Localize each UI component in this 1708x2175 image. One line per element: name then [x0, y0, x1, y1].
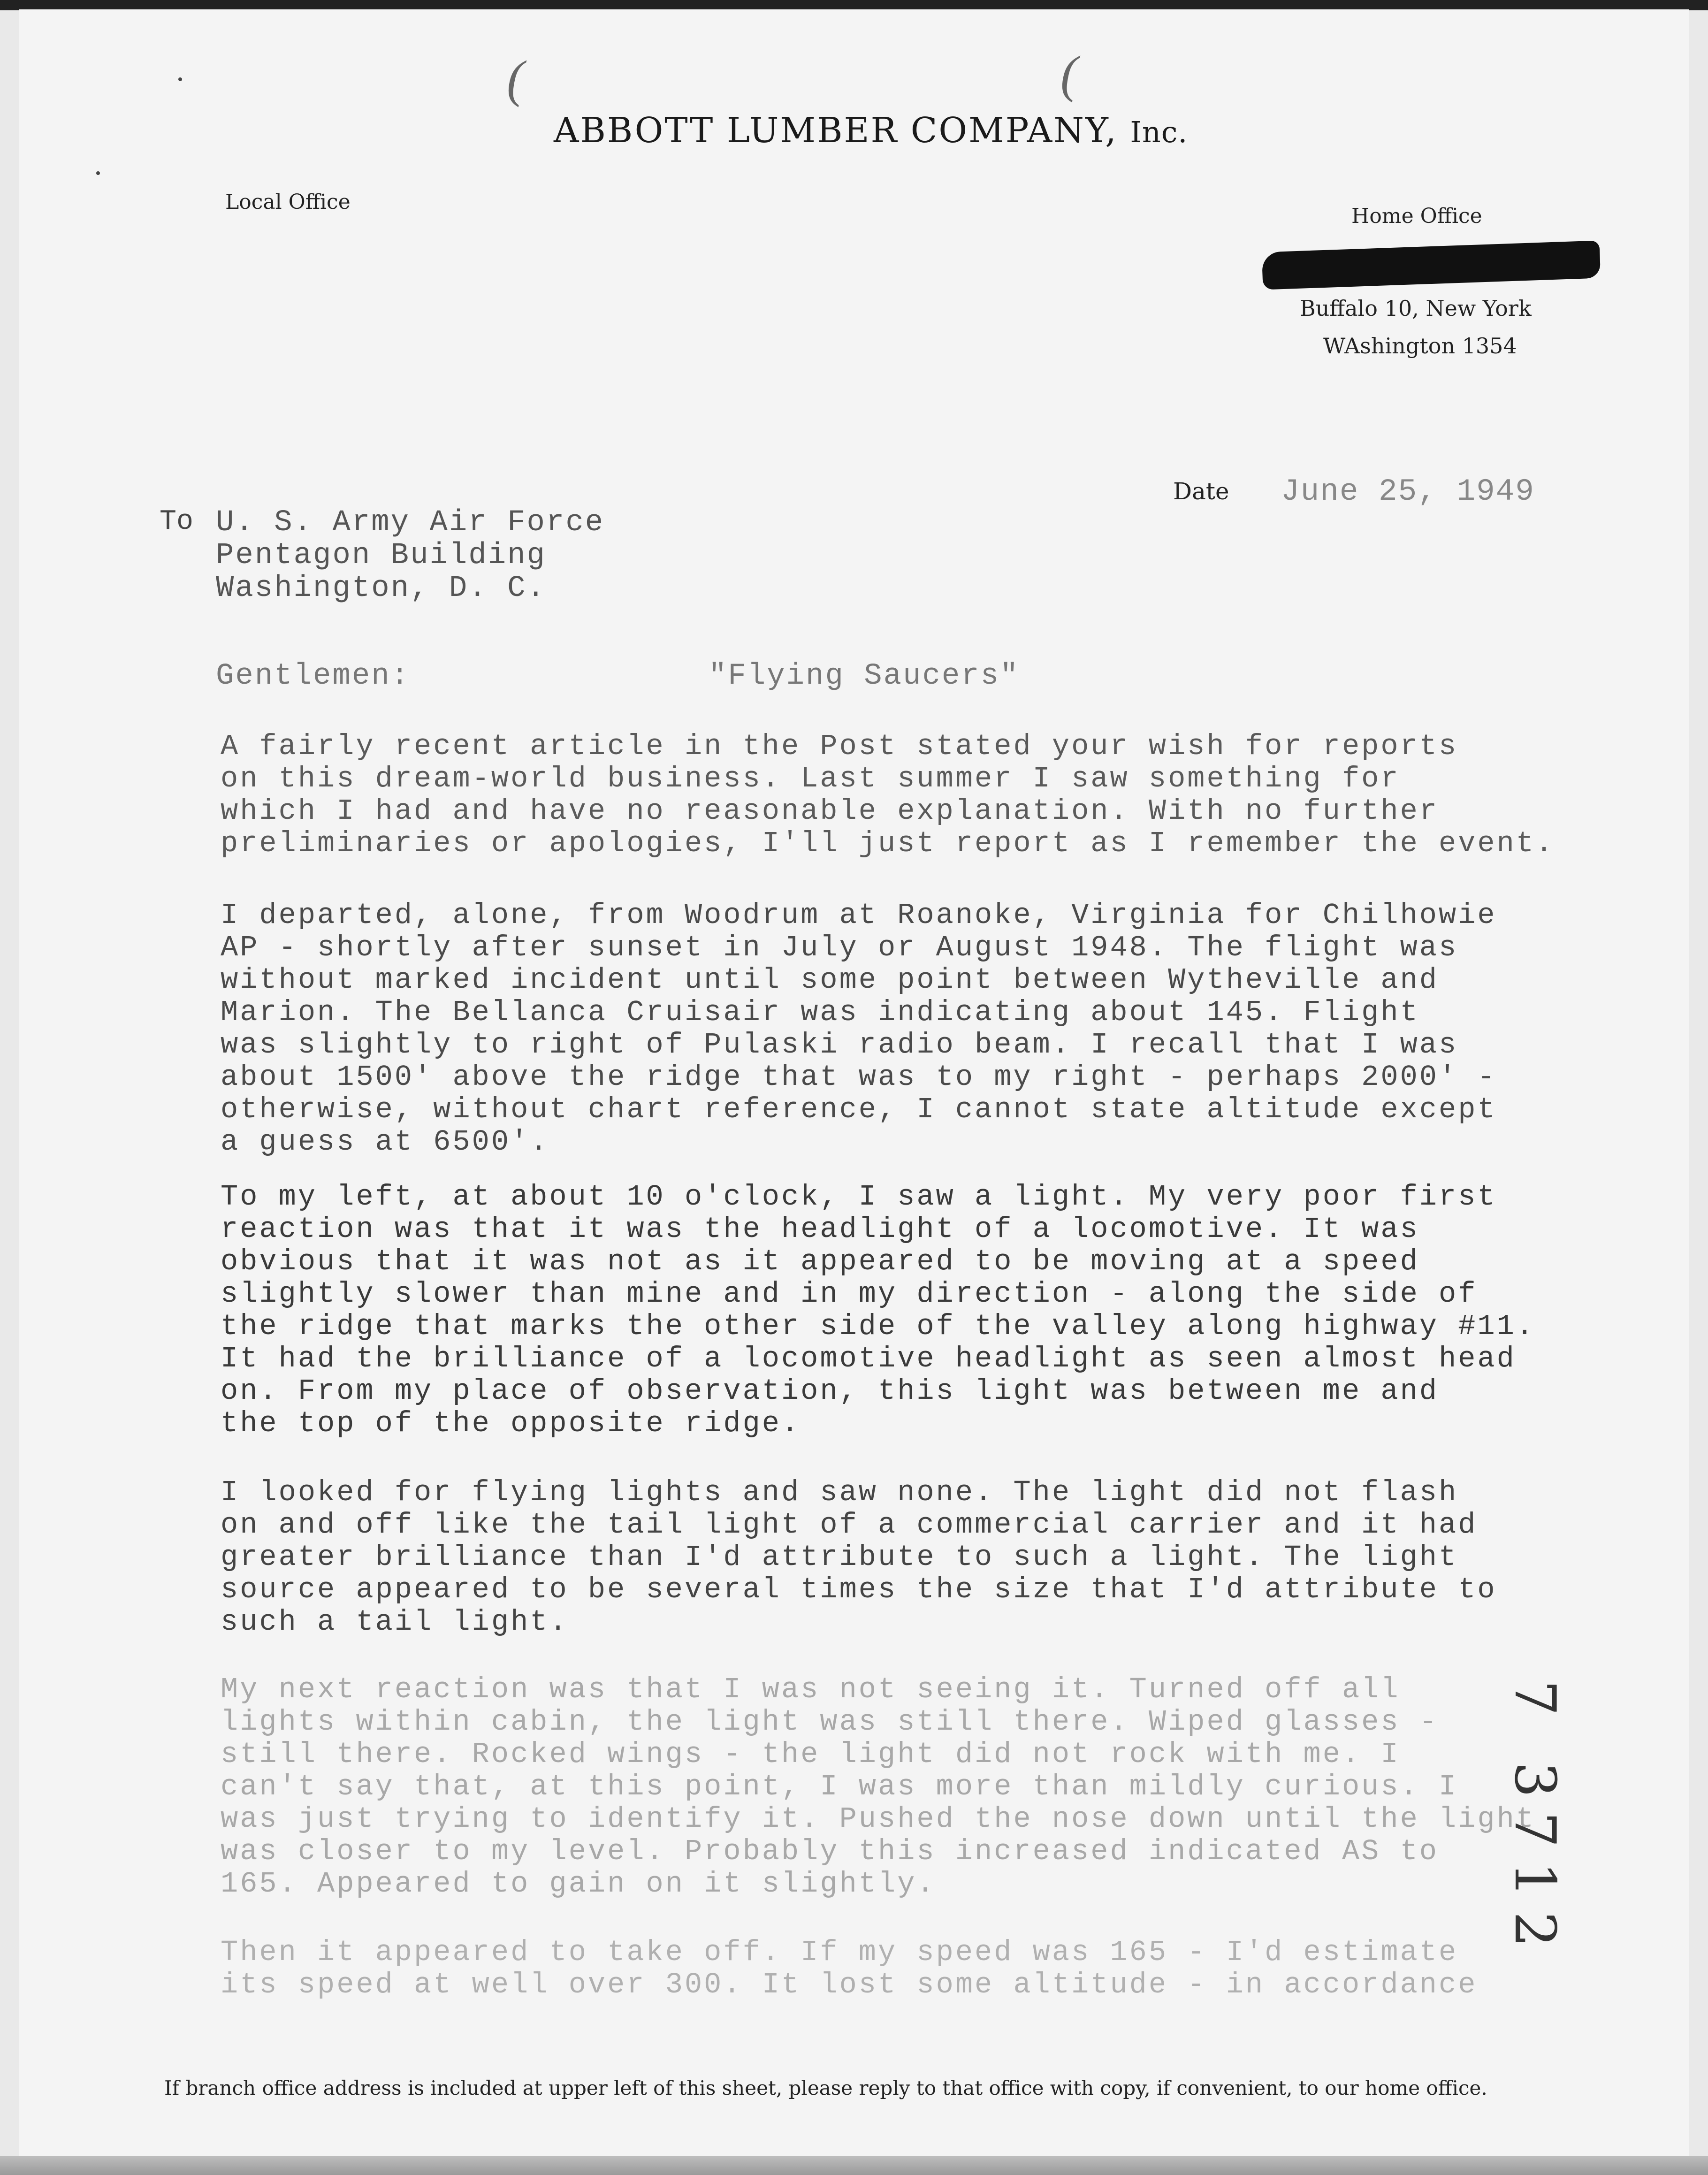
speck	[178, 77, 182, 81]
body-line: Then it appeared to take off. If my speed was 165 - I'd estimate	[221, 1936, 1458, 1969]
company-title: ABBOTT LUMBER COMPANY,	[554, 110, 1118, 151]
body-line: lights within cabin, the light was still there. Wiped glasses -	[221, 1705, 1439, 1739]
company-name	[554, 110, 1188, 151]
body-line: I looked for flying lights and saw none. The light did not flash	[221, 1476, 1458, 1509]
footer-note: If branch office address is included at upper left of this sheet, please reply to that office with copy, if convenient, to our home office.	[164, 2076, 1487, 2099]
body-line: on and off like the tail light of a commercial carrier and it had	[221, 1508, 1478, 1542]
date-value: June 25, 1949	[1281, 474, 1535, 509]
to-label: To	[160, 506, 194, 538]
margin-handwritten-note: 7 3712	[1502, 1680, 1567, 1961]
company-suffix: Inc.	[1130, 115, 1188, 149]
body-line: such a tail light.	[221, 1605, 569, 1639]
body-line: can't say that, at this point, I was more than mildly curious. I	[221, 1770, 1458, 1803]
body-line: a guess at 6500'.	[221, 1125, 549, 1159]
local-office-label: Local Office	[225, 190, 351, 214]
body-line: preliminaries or apologies, I'll just report as I remember the event.	[221, 827, 1555, 860]
body-line: AP - shortly after sunset in July or August 1948. The flight was	[221, 931, 1458, 964]
body-line: 165. Appeared to gain on it slightly.	[221, 1867, 936, 1900]
redacted-address	[1262, 240, 1601, 290]
letter-page	[19, 9, 1689, 2166]
body-line: source appeared to be several times the size that I'd attribute to	[221, 1573, 1497, 1606]
body-line: A fairly recent article in the Post stated your wish for reports	[221, 730, 1458, 763]
body-line: obvious that it was not as it appeared to be moving at a speed	[221, 1245, 1419, 1278]
body-line: otherwise, without chart reference, I cannot state altitude except	[221, 1093, 1497, 1126]
body-line: My next reaction was that I was not seeing it. Turned off all	[221, 1673, 1400, 1706]
body-line: was slightly to right of Pulaski radio beam. I recall that I was	[221, 1028, 1458, 1061]
body-line: It had the brilliance of a locomotive headlight as seen almost head	[221, 1342, 1516, 1375]
scan-border-top	[0, 0, 1708, 10]
stray-mark: (	[1060, 46, 1078, 103]
body-line: on. From my place of observation, this light was between me and	[221, 1374, 1439, 1408]
body-line: its speed at well over 300. It lost some altitude - in accordance	[221, 1968, 1478, 2001]
body-line: still there. Rocked wings - the light did not rock with me. I	[221, 1738, 1400, 1771]
home-office-label: Home Office	[1351, 204, 1482, 228]
stray-mark: (	[507, 50, 524, 107]
date-label: Date	[1173, 478, 1229, 505]
body-line: without marked incident until some point between Wytheville and	[221, 963, 1439, 997]
body-line: greater brilliance than I'd attribute to such a light. The light	[221, 1541, 1458, 1574]
body-line: reaction was that it was the headlight of a locomotive. It was	[221, 1213, 1419, 1246]
body-line: the ridge that marks the other side of the valley along highway #11.	[221, 1310, 1536, 1343]
body-line: Marion. The Bellanca Cruisair was indicating about 145. Flight	[221, 996, 1419, 1029]
body-line: which I had and have no reasonable explanation. With no further	[221, 794, 1439, 828]
speck	[96, 171, 100, 175]
subject-line: "Flying Saucers"	[709, 659, 1020, 693]
salutation: Gentlemen:	[216, 659, 411, 693]
body-line: was closer to my level. Probably this increased indicated AS to	[221, 1835, 1439, 1868]
body-line: about 1500' above the ridge that was to my right - perhaps 2000' -	[221, 1061, 1497, 1094]
scan-border-bottom	[0, 2156, 1708, 2175]
body-line: I departed, alone, from Woodrum at Roanoke, Virginia for Chilhowie	[221, 899, 1497, 932]
home-office-phone: WAshington 1354	[1323, 333, 1517, 359]
body-line: on this dream-world business. Last summer I saw something for	[221, 762, 1400, 795]
recipient-line: U. S. Army Air Force	[216, 506, 605, 540]
body-line: slightly slower than mine and in my direction - along the side of	[221, 1277, 1478, 1311]
body-line: To my left, at about 10 o'clock, I saw a light. My very poor first	[221, 1180, 1497, 1213]
body-line: was just trying to identify it. Pushed the nose down until the light	[221, 1802, 1536, 1836]
recipient-line: Pentagon Building	[216, 539, 546, 572]
recipient-line: Washington, D. C.	[216, 572, 546, 605]
home-office-city: Buffalo 10, New York	[1300, 296, 1532, 321]
body-line: the top of the opposite ridge.	[221, 1407, 801, 1440]
